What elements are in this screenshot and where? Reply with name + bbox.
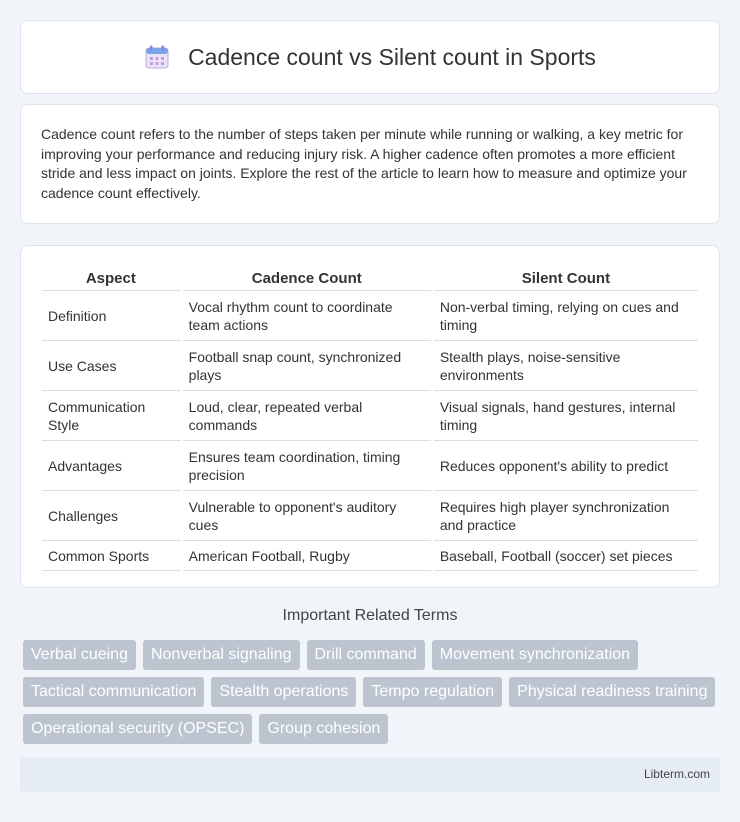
column-header-aspect: Aspect — [42, 268, 180, 291]
intro-paragraph: Cadence count refers to the number of steps taken per minute while running or walking, a key metric for improving your performance and reducing injury risk. A higher cadence often promotes a more efficient stride and less impact on joints. Explore the rest of the article to learn how to measure and optimize your cadence count effectively. — [41, 126, 687, 201]
table-cell-silent: Non-verbal timing, relying on cues and timing — [434, 291, 698, 341]
tag-drill-command[interactable]: Drill command — [307, 640, 425, 670]
tag-group-cohesion[interactable]: Group cohesion — [259, 714, 388, 744]
table-cell-silent: Visual signals, hand gestures, internal timing — [434, 391, 698, 441]
tag-physical-readiness-training[interactable]: Physical readiness training — [509, 677, 715, 707]
table-row — [42, 341, 698, 391]
table-cell-cadence: American Football, Rugby — [183, 541, 431, 571]
table-cell-silent: Requires high player synchronization and practice — [434, 491, 698, 541]
table-header-row — [42, 268, 698, 291]
table-cell-cadence: Vulnerable to opponent's auditory cues — [183, 491, 431, 541]
tag-movement-synchronization[interactable]: Movement synchronization — [432, 640, 638, 670]
table-cell-aspect: Common Sports — [42, 541, 180, 571]
table-cell-cadence: Loud, clear, repeated verbal commands — [183, 391, 431, 441]
tag-operational-security[interactable]: Operational security (OPSEC) — [23, 714, 252, 744]
table-cell-aspect: Challenges — [42, 491, 180, 541]
table-row — [42, 441, 698, 491]
column-header-silent: Silent Count — [434, 268, 698, 291]
tag-tactical-communication[interactable]: Tactical communication — [23, 677, 204, 707]
page-title: Cadence count vs Silent count in Sports — [188, 43, 596, 70]
table-cell-aspect: Use Cases — [42, 341, 180, 391]
table-row — [42, 541, 698, 571]
calendar-icon — [144, 44, 170, 70]
table-cell-aspect: Communication Style — [42, 391, 180, 441]
related-terms-heading: Important Related Terms — [282, 607, 458, 624]
table-row — [42, 391, 698, 441]
table-cell-silent: Reduces opponent's ability to predict — [434, 441, 698, 491]
table-cell-cadence: Vocal rhythm count to coordinate team actions — [183, 291, 431, 341]
table-cell-cadence: Ensures team coordination, timing precision — [183, 441, 431, 491]
tag-stealth-operations[interactable]: Stealth operations — [211, 677, 356, 707]
table-cell-aspect: Definition — [42, 291, 180, 341]
tag-verbal-cueing[interactable]: Verbal cueing — [23, 640, 136, 670]
comparison-table — [39, 268, 701, 571]
intro-card — [20, 104, 720, 224]
table-row — [42, 491, 698, 541]
title-wrap — [144, 44, 596, 71]
table-cell-silent: Stealth plays, noise-sensitive environments — [434, 341, 698, 391]
related-terms-tags — [23, 640, 723, 744]
tag-tempo-regulation[interactable]: Tempo regulation — [363, 677, 502, 707]
table-row — [42, 291, 698, 341]
header-card — [20, 20, 720, 94]
column-header-cadence: Cadence Count — [183, 268, 431, 291]
table-cell-aspect: Advantages — [42, 441, 180, 491]
footer-site-link[interactable]: Libterm.com — [643, 767, 710, 781]
comparison-table-card — [20, 245, 720, 588]
table-cell-silent: Baseball, Football (soccer) set pieces — [434, 541, 698, 571]
tag-nonverbal-signaling[interactable]: Nonverbal signaling — [143, 640, 300, 670]
table-cell-cadence: Football snap count, synchronized plays — [183, 341, 431, 391]
footer — [20, 757, 720, 792]
